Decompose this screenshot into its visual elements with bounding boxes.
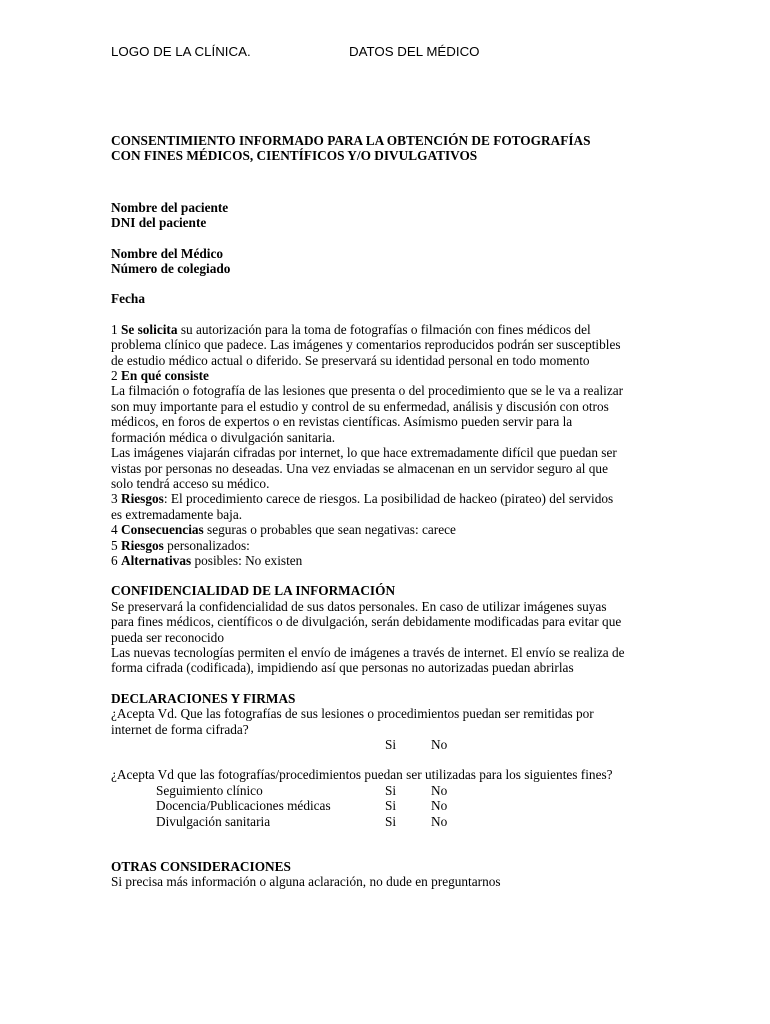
yes-option[interactable]: Si [385,782,397,798]
confidentiality-line-2: para fines médicos, científicos o de divulgación, serán debidamente modificadas para evitar que [111,614,622,630]
purpose-row [111,783,663,798]
section-2-line-3: médicos, en foros de expertos o en revistas científicas. Asímismo pueden servir para la [111,414,573,430]
patient-dni-label: DNI del paciente [111,215,207,231]
no-option[interactable]: No [431,813,448,829]
section-4-number: 4 [111,522,121,538]
section-6 [111,553,663,568]
section-1-number: 1 [111,321,121,337]
document-body [111,133,663,890]
clinic-logo-placeholder: LOGO DE LA CLÍNICA. [111,44,251,59]
section-2-heading: En qué consiste [120,368,209,384]
declarations-heading: DECLARACIONES Y FIRMAS [111,690,296,706]
section-5-text: personalizados: [163,537,250,553]
confidentiality-line-1: Se preservará la confidencialidad de sus datos personales. En caso de utilizar imágenes suyas [111,598,607,614]
collegiate-number-label: Número de colegiado [111,261,231,277]
section-1-heading: Se solicita [120,321,178,337]
purpose-row [111,814,663,829]
section-3-line-2: es extremadamente baja. [111,506,243,522]
section-1-line-3: de estudio médico actual o diferido. Se preservará su identidad personal en todo momento [111,352,590,368]
yes-option[interactable]: Si [385,737,397,752]
other-considerations-section [111,859,663,890]
section-4-heading: Consecuencias [120,522,204,538]
confidentiality-section [111,583,663,675]
yes-option[interactable]: Si [385,798,397,814]
section-6-text: posibles: No existen [191,552,303,568]
confidentiality-line-4: Las nuevas tecnologías permiten el envío de imágenes a través de internet. El envío se realiza de [111,644,625,660]
confidentiality-line-3: pueda ser reconocido [111,629,224,645]
section-2-line-1: La filmación o fotografía de las lesiones que presenta o del procedimiento que se le va a realizar [111,383,624,399]
purpose-label: Seguimiento clínico [156,782,263,798]
doctor-name-label: Nombre del Médico [111,245,224,261]
purpose-label: Divulgación sanitaria [156,813,271,829]
no-option[interactable]: No [431,737,448,752]
purpose-row [111,798,663,813]
question-1-line-1: ¿Acepta Vd. Que las fotografías de sus lesiones o procedimientos puedan ser remitidas por [111,706,594,722]
section-5-heading: Riesgos [120,537,164,553]
section-2-line-2: son muy importante para el estudio y control de su enfermedad, análisis y discusión con otros [111,398,609,414]
section-1 [111,322,663,337]
patient-fields [111,200,663,231]
section-3-number: 3 [111,491,121,507]
section-6-heading: Alternativas [120,552,192,568]
section-3-heading: Riesgos [120,491,164,507]
patient-name-label: Nombre del paciente [111,199,229,215]
section-2-line-4: formación médica o divulgación sanitaria. [111,429,336,445]
title-line-1: CONSENTIMIENTO INFORMADO PARA LA OBTENCIÓN DE FOTOGRAFÍAS [111,133,591,148]
section-2-line-5: Las imágenes viajarán cifradas por internet, lo que hace extremadamente difícil que puedan ser [111,445,617,461]
section-3-text: : El procedimiento carece de riesgos. La posibilidad de hackeo (pirateo) del servidos [163,491,614,507]
date-label: Fecha [111,291,145,307]
consent-sections [111,322,663,569]
question-1-line-2: internet de forma cifrada? [111,721,249,737]
yes-option[interactable]: Si [385,813,397,829]
section-1-text: su autorización para la toma de fotografías o filmación con fines médicos del [177,321,591,337]
no-option[interactable]: No [431,798,448,814]
section-4 [111,522,663,537]
section-1-line-2: problema clínico que padece. Las imágenes y comentarios reproducidos podrán ser susceptibles [111,337,621,353]
other-considerations-heading: OTRAS CONSIDERACIONES [111,858,291,874]
question-2: ¿Acepta Vd que las fotografías/procedimientos puedan ser utilizadas para los siguientes fines? [111,767,613,783]
other-considerations-text: Si precisa más información o alguna aclaración, no dude en preguntarnos [111,874,501,890]
section-5 [111,538,663,553]
confidentiality-heading: CONFIDENCIALIDAD DE LA INFORMACIÓN [111,583,396,599]
confidentiality-line-5: forma cifrada (codificada), impidiendo así que personas no autorizadas puedan abrirlas [111,660,574,676]
section-5-number: 5 [111,537,121,553]
declarations-section [111,691,663,829]
section-2-number: 2 [111,368,121,384]
purpose-label: Docencia/Publicaciones médicas [156,798,331,814]
section-6-number: 6 [111,552,121,568]
section-2-line-7: solo tendrá acceso su médico. [111,475,270,491]
question-1-answer-row [111,737,663,752]
no-option[interactable]: No [431,782,448,798]
section-4-text: seguras o probables que sean negativas: carece [203,522,456,538]
doctor-fields [111,246,663,277]
doctor-data-placeholder: DATOS DEL MÉDICO [349,44,480,59]
section-3 [111,491,663,506]
document-title [111,133,663,164]
section-2-line-6: vistas por personas no deseadas. Una vez enviadas se almacenan en un servidor seguro al que [111,460,608,476]
section-2 [111,368,663,383]
title-line-2: CON FINES MÉDICOS, CIENTÍFICOS Y/O DIVULGATIVOS [111,148,478,164]
